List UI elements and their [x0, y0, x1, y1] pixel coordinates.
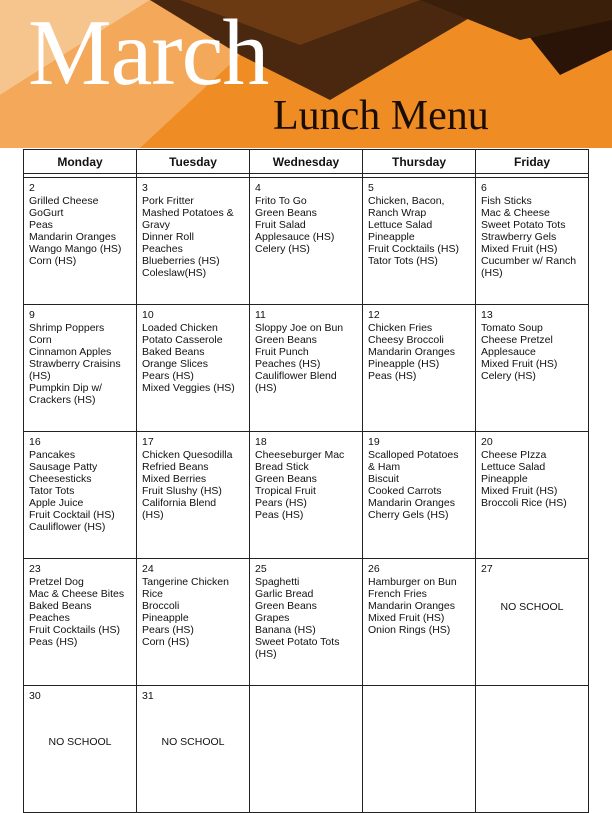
weekday-header: Monday — [24, 150, 137, 174]
menu-item: Gravy — [142, 219, 171, 231]
menu-item: Blueberries (HS) — [142, 255, 220, 267]
menu-item: Cooked Carrots — [368, 485, 442, 497]
menu-item: Sloppy Joe on Bun — [255, 322, 344, 334]
menu-item: Dinner Roll — [142, 231, 194, 243]
menu-item: Tator Tots (HS) — [368, 255, 438, 267]
menu-item: Lettuce Salad — [368, 219, 433, 231]
menu-item: Onion Rings (HS) — [368, 624, 451, 636]
menu-item: Sausage Patty — [29, 461, 98, 473]
menu-item: Corn (HS) — [29, 255, 77, 267]
menu-item: Loaded Chicken — [142, 322, 218, 334]
day-number: 17 — [142, 436, 154, 448]
day-cell — [363, 432, 476, 559]
menu-item: Potato Casserole — [142, 334, 223, 346]
menu-item: Broccoli — [142, 600, 180, 612]
day-number: 20 — [481, 436, 493, 448]
menu-item: Cherry Gels (HS) — [368, 509, 449, 521]
menu-item: Pears (HS) — [255, 497, 307, 509]
menu-item: Corn — [29, 334, 52, 346]
menu-item: Tropical Fruit — [255, 485, 316, 497]
day-cell — [137, 305, 250, 432]
menu-item: Chicken Fries — [368, 322, 433, 334]
day-cell — [250, 432, 363, 559]
no-school-note: NO SCHOOL — [48, 736, 112, 748]
menu-item: Coleslaw(HS) — [142, 267, 207, 279]
week-row — [24, 432, 589, 559]
menu-item: Fruit Salad — [255, 219, 306, 231]
day-number: 4 — [255, 182, 261, 194]
menu-item: Pineapple — [368, 231, 415, 243]
weekday-header: Friday — [476, 150, 589, 174]
menu-item: Chicken, Bacon, — [368, 195, 445, 207]
menu-item: (HS) — [481, 267, 503, 279]
day-cell — [250, 305, 363, 432]
menu-item: Grapes — [255, 612, 290, 624]
day-cell — [137, 686, 250, 813]
menu-item: Pears (HS) — [142, 370, 194, 382]
day-cell — [24, 432, 137, 559]
menu-item: Shrimp Poppers — [29, 322, 105, 334]
menu-item: Pumpkin Dip w/ — [29, 382, 102, 394]
menu-item: Strawberry Gels — [481, 231, 557, 243]
menu-subtitle: Lunch Menu — [273, 93, 489, 139]
day-number: 5 — [368, 182, 374, 194]
menu-item: Wango Mango (HS) — [29, 243, 122, 255]
menu-item: Mixed Fruit (HS) — [481, 485, 558, 497]
day-number: 19 — [368, 436, 380, 448]
day-cell — [24, 559, 137, 686]
day-number: 26 — [368, 563, 380, 575]
menu-item: Fruit Cocktails (HS) — [368, 243, 460, 255]
day-number: 6 — [481, 182, 487, 194]
menu-item: Baked Beans — [29, 600, 92, 612]
no-school-note: NO SCHOOL — [500, 601, 564, 613]
menu-item: Strawberry Craisins — [29, 358, 121, 370]
menu-item: Cauliflower (HS) — [29, 521, 106, 533]
menu-item: Peaches — [29, 612, 70, 624]
menu-item: Tangerine Chicken — [142, 576, 229, 588]
weekday-header: Tuesday — [137, 150, 250, 174]
menu-item: Green Beans — [255, 600, 317, 612]
day-number: 10 — [142, 309, 154, 321]
menu-item: Mandarin Oranges — [29, 231, 116, 243]
menu-item: Frito To Go — [255, 195, 307, 207]
menu-item: Fruit Cocktails (HS) — [29, 624, 121, 636]
menu-item: GoGurt — [29, 207, 64, 219]
menu-item: Chicken Quesodilla — [142, 449, 233, 461]
day-cell — [250, 559, 363, 686]
menu-item: Mac & Cheese — [481, 207, 550, 219]
menu-item: Sweet Potato Tots — [481, 219, 566, 231]
no-school-note: NO SCHOOL — [161, 736, 225, 748]
menu-item: Crackers (HS) — [29, 394, 96, 406]
day-cell — [476, 686, 589, 813]
menu-item: Pork Fritter — [142, 195, 194, 207]
menu-item: Mandarin Oranges — [368, 497, 455, 509]
menu-item: Green Beans — [255, 334, 317, 346]
day-cell — [363, 559, 476, 686]
menu-item: & Ham — [368, 461, 401, 473]
day-cell — [476, 559, 589, 686]
day-number: 11 — [255, 309, 266, 321]
menu-item: Celery (HS) — [255, 243, 310, 255]
day-cell — [250, 178, 363, 305]
menu-item: Corn (HS) — [142, 636, 190, 648]
menu-item: Mixed Fruit (HS) — [368, 612, 445, 624]
day-cell — [476, 178, 589, 305]
menu-item: Ranch Wrap — [368, 207, 427, 219]
menu-item: Mac & Cheese Bites — [29, 588, 125, 600]
day-cell — [363, 178, 476, 305]
menu-item: Pineapple — [481, 473, 528, 485]
menu-item: Apple Juice — [29, 497, 84, 509]
menu-item: Bread Stick — [255, 461, 309, 473]
menu-item: (HS) — [142, 509, 164, 521]
menu-item: Fish Sticks — [481, 195, 532, 207]
calendar-body — [24, 174, 589, 813]
menu-item: Tomato Soup — [481, 322, 543, 334]
menu-item: Applesauce (HS) — [255, 231, 335, 243]
menu-item: Celery (HS) — [481, 370, 536, 382]
menu-item: Hamburger on Bun — [368, 576, 457, 588]
menu-item: Peas (HS) — [29, 636, 78, 648]
menu-item: Fruit Punch — [255, 346, 309, 358]
header-banner — [0, 0, 612, 148]
day-cell — [476, 305, 589, 432]
menu-item: Lettuce Salad — [481, 461, 546, 473]
menu-item: Cheeseburger Mac — [255, 449, 345, 461]
day-cell — [137, 432, 250, 559]
day-cell — [476, 432, 589, 559]
week-row — [24, 305, 589, 432]
menu-item: Rice — [142, 588, 164, 600]
day-cell — [363, 686, 476, 813]
day-number: 24 — [142, 563, 154, 575]
menu-item: Mixed Fruit (HS) — [481, 243, 558, 255]
menu-item: Scalloped Potatoes — [368, 449, 459, 461]
day-cell — [137, 559, 250, 686]
menu-item: Cheesesticks — [29, 473, 92, 485]
menu-item: Green Beans — [255, 473, 317, 485]
day-cell — [24, 305, 137, 432]
menu-item: Baked Beans — [142, 346, 205, 358]
day-number: 9 — [29, 309, 35, 321]
menu-item: Mixed Veggies (HS) — [142, 382, 235, 394]
menu-item: Peas — [29, 219, 53, 231]
day-cell — [250, 686, 363, 813]
menu-item: Refried Beans — [142, 461, 209, 473]
day-number: 3 — [142, 182, 148, 194]
menu-item: Pineapple (HS) — [368, 358, 440, 370]
weekday-header: Thursday — [363, 150, 476, 174]
menu-item: Banana (HS) — [255, 624, 316, 636]
menu-item: Pears (HS) — [142, 624, 194, 636]
menu-item: Biscuit — [368, 473, 399, 485]
day-cell — [24, 178, 137, 305]
menu-item: Sweet Potato Tots — [255, 636, 340, 648]
menu-item: Green Beans — [255, 207, 317, 219]
menu-item: Pineapple — [142, 612, 189, 624]
menu-item: Mashed Potatoes & — [142, 207, 234, 219]
menu-item: Mixed Fruit (HS) — [481, 358, 558, 370]
menu-item: Spaghetti — [255, 576, 300, 588]
menu-item: Tator Tots — [29, 485, 75, 497]
menu-item: Peaches (HS) — [255, 358, 321, 370]
menu-item: Grilled Cheese — [29, 195, 99, 207]
menu-item: Mixed Berries — [142, 473, 207, 485]
day-number: 18 — [255, 436, 267, 448]
day-number: 16 — [29, 436, 41, 448]
menu-item: Garlic Bread — [255, 588, 314, 600]
day-number: 27 — [481, 563, 493, 575]
week-row — [24, 559, 589, 686]
menu-item: French Fries — [368, 588, 427, 600]
month-title: March — [28, 1, 269, 105]
day-number: 13 — [481, 309, 493, 321]
day-cell — [24, 686, 137, 813]
menu-item: Cheesy Broccoli — [368, 334, 444, 346]
menu-item: Cauliflower Blend — [255, 370, 337, 382]
menu-item: Cucumber w/ Ranch — [481, 255, 577, 267]
day-number: 2 — [29, 182, 35, 194]
day-number: 25 — [255, 563, 267, 575]
menu-item: Applesauce — [481, 346, 536, 358]
week-row — [24, 686, 589, 813]
day-number: 12 — [368, 309, 380, 321]
day-number: 30 — [29, 690, 41, 702]
menu-item: Orange Slices — [142, 358, 208, 370]
menu-item: Cinnamon Apples — [29, 346, 112, 358]
menu-item: Fruit Slushy (HS) — [142, 485, 222, 497]
day-cell — [363, 305, 476, 432]
menu-item: (HS) — [255, 382, 277, 394]
lunch-calendar — [23, 149, 589, 813]
week-row — [24, 178, 589, 305]
menu-item: Peas (HS) — [255, 509, 304, 521]
menu-item: Peas (HS) — [368, 370, 417, 382]
weekday-header-row — [24, 150, 589, 174]
day-number: 31 — [142, 690, 154, 702]
menu-item: Peaches — [142, 243, 183, 255]
menu-item: Cheese PIzza — [481, 449, 547, 461]
day-number: 23 — [29, 563, 41, 575]
menu-item: Mandarin Oranges — [368, 346, 455, 358]
menu-item: Mandarin Oranges — [368, 600, 455, 612]
menu-item: Broccoli Rice (HS) — [481, 497, 567, 509]
menu-item: Fruit Cocktail (HS) — [29, 509, 115, 521]
menu-item: Pretzel Dog — [29, 576, 84, 588]
menu-item: Pancakes — [29, 449, 76, 461]
menu-item: (HS) — [255, 648, 277, 660]
day-cell — [137, 178, 250, 305]
menu-item: California Blend — [142, 497, 217, 509]
weekday-header: Wednesday — [250, 150, 363, 174]
menu-item: (HS) — [29, 370, 51, 382]
menu-item: Cheese Pretzel — [481, 334, 553, 346]
